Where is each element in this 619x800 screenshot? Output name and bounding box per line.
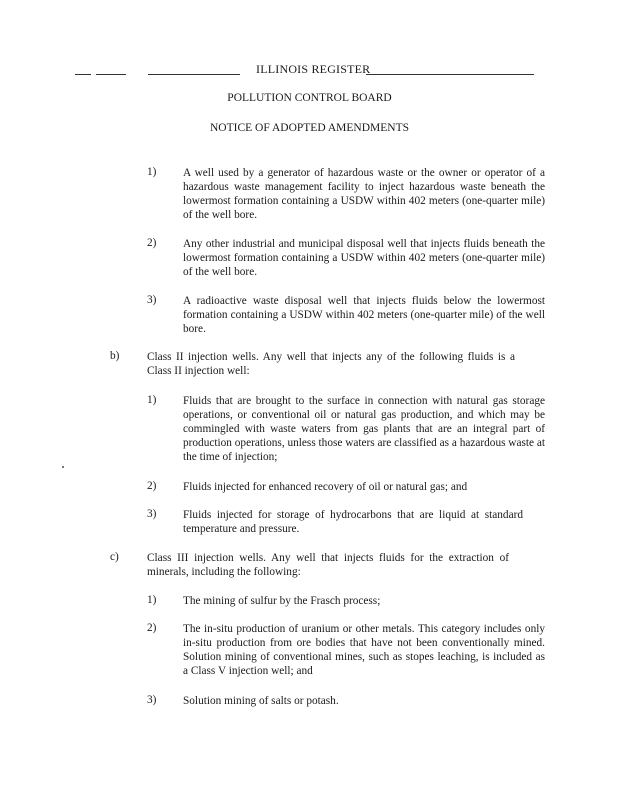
- class-iii-intro: Class III injection wells. Any well that injects fluids for the extraction of minerals, including the following:: [147, 552, 509, 578]
- class-iii-letter: c): [110, 551, 119, 563]
- margin-mark: [62, 466, 64, 468]
- class-iii-item-number: 3): [147, 694, 157, 706]
- class-iii-item-number: 2): [147, 622, 157, 634]
- class-ii-item-number: 3): [147, 508, 157, 520]
- header-rule-segment-3: [148, 74, 240, 75]
- header-rule-segment-1: [75, 74, 91, 75]
- register-title: ILLINOIS REGISTER: [256, 62, 371, 76]
- class-iii-item-number: 1): [147, 594, 157, 606]
- header-rule-segment-2: [96, 74, 126, 75]
- class-ii-item-text: Fluids injected for enhanced recovery of oil or natural gas; and: [183, 481, 468, 493]
- class-ii-item-text: Fluids that are brought to the surface in connection with natural gas storage operations, or conventional oil or natural gas production, and which may be commingled with waste waters from gas plants that are an integral part of production operations, unless those waters are classified as a hazardous waste at the time of injection;: [183, 395, 546, 463]
- class-i-item-text: Any other industrial and municipal disposal well that injects fluids beneath the lowermost formation containing a USDW within 402 meters (one-quarter mile) of the well bore.: [183, 238, 545, 278]
- class-i-item-number: 1): [147, 166, 157, 178]
- class-i-item-text: A radioactive waste disposal well that injects fluids below the lowermost formation containing a USDW within 402 meters (one-quarter mile) of the well bore.: [183, 295, 545, 335]
- header-rule-segment-4: [366, 74, 534, 75]
- class-i-item-number: 3): [147, 294, 157, 306]
- class-i-item-text: A well used by a generator of hazardous waste or the owner or operator of a hazardous waste management facility to inject hazardous waste beneath the lowermost formation containing a USDW within 402 meters (one-quarter mile) of the well bore.: [183, 167, 545, 221]
- class-ii-item-text: Fluids injected for storage of hydrocarbons that are liquid at standard temperature and pressure.: [183, 509, 523, 535]
- class-ii-intro: Class II injection wells. Any well that injects any of the following fluids is a Class II injection well:: [147, 351, 515, 377]
- class-ii-letter: b): [110, 350, 120, 362]
- board-title: POLLUTION CONTROL BOARD: [227, 92, 392, 104]
- class-i-item-number: 2): [147, 237, 157, 249]
- class-iii-item-text: The mining of sulfur by the Frasch process;: [183, 595, 381, 607]
- notice-title: NOTICE OF ADOPTED AMENDMENTS: [209, 122, 410, 134]
- class-ii-item-number: 2): [147, 480, 157, 492]
- class-iii-item-text: Solution mining of salts or potash.: [183, 695, 339, 707]
- class-iii-item-text: The in-situ production of uranium or other metals. This category includes only in-situ production from ore bodies that have not been conventionally mined. Solution mining of conventional mines, such as stopes leaching, is included as a Class V injection well; and: [183, 623, 545, 677]
- class-ii-item-number: 1): [147, 394, 157, 406]
